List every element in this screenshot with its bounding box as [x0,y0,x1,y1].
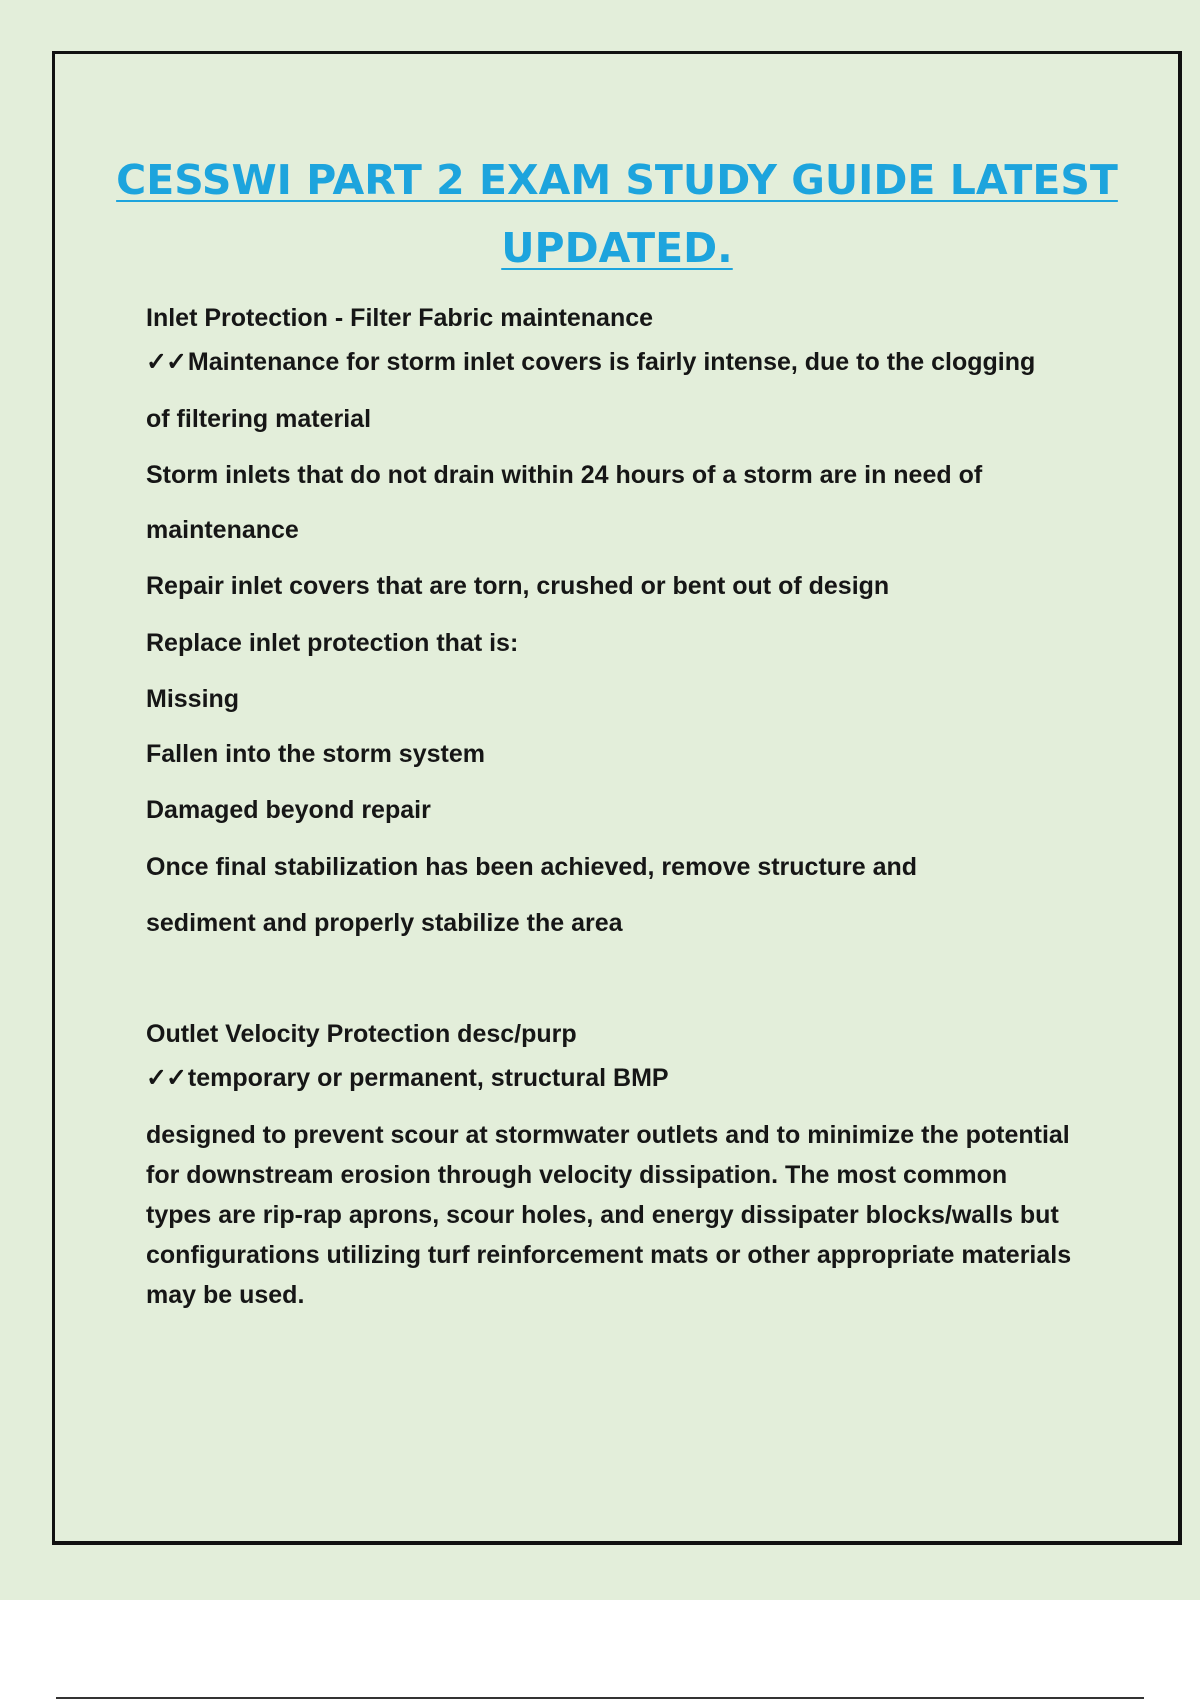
double-check-icon: ✓✓ [146,1064,186,1092]
section1-line-11: sediment and properly stabilize the area [146,909,623,937]
section2-answer-line-1 [146,1058,669,1098]
document-title [100,146,1134,282]
title-line-1: CESSWI PART 2 EXAM STUDY GUIDE LATEST [116,156,1118,204]
section2-paragraph: designed to prevent scour at stormwater outlets and to minimize the potential for downstream erosion through velocity dissipation. The most common types are rip-rap aprons, scour holes, and energy dissipater blocks/walls but configurations utilizing turf reinforcement mats or other appropriate materials may be used. [146,1121,1072,1309]
section1-line-4: maintenance [146,516,299,544]
section1-line-5: Repair inlet covers that are torn, crushed or bent out of design [146,572,890,600]
section1-line-8: Fallen into the storm system [146,740,485,768]
section1-line-6: Replace inlet protection that is: [146,629,519,657]
section1-line-3: Storm inlets that do not drain within 24 hours of a storm are in need of [146,461,983,489]
section1-line-9: Damaged beyond repair [146,796,431,824]
title-line-2: UPDATED. [501,224,733,272]
double-check-icon: ✓✓ [146,348,186,376]
section1-line-7: Missing [146,685,240,713]
section1-answer-line-1 [146,342,1035,382]
section2-heading: Outlet Velocity Protection desc/purp [146,1020,577,1048]
section2-answer-text-1: temporary or permanent, structural BMP [187,1064,669,1092]
section1-line-10: Once final stabilization has been achieved, remove structure and [146,853,918,881]
section1-answer-text-1: Maintenance for storm inlet covers is fairly intense, due to the clogging [187,348,1036,376]
footer-divider [56,1697,1144,1699]
section1-answer-line-2: of filtering material [146,405,372,433]
section1-heading: Inlet Protection - Filter Fabric maintenance [146,304,654,332]
